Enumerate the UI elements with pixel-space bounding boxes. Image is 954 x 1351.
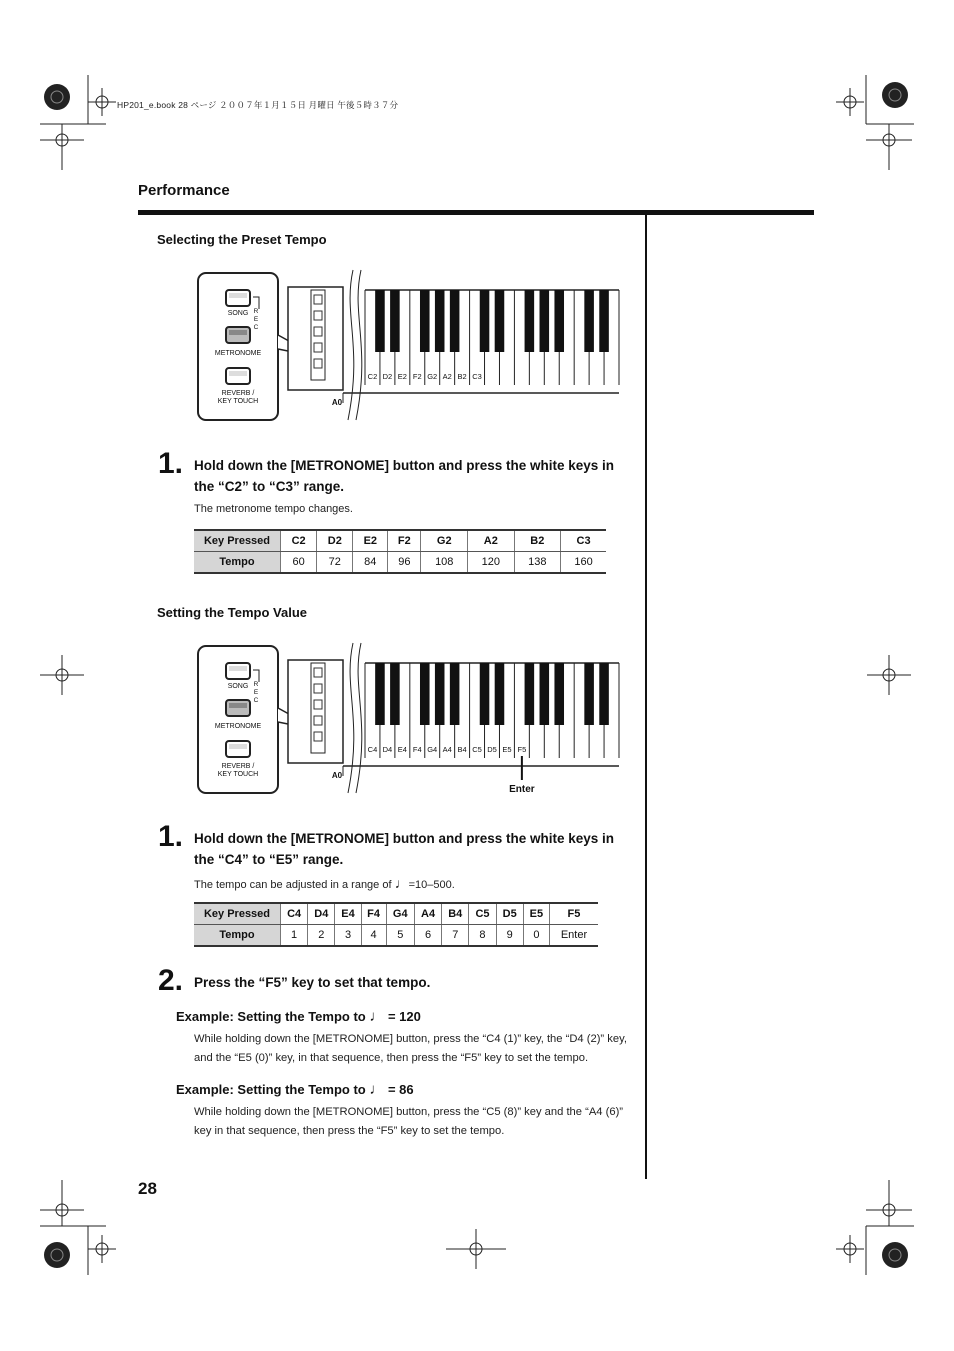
value-step1-text: Hold down the [METRONOME] button and press the white keys in the “C4” to “E5” range. bbox=[194, 831, 615, 867]
button-label: METRONOME bbox=[214, 723, 262, 730]
table-cell: C3 bbox=[561, 530, 606, 552]
button-label: SONG bbox=[227, 310, 249, 317]
black-key bbox=[525, 663, 535, 725]
preset-step-number: 1. bbox=[158, 447, 184, 480]
value-keyboard-diagram bbox=[193, 638, 623, 800]
black-key bbox=[450, 290, 460, 352]
table-cell: G2 bbox=[421, 530, 468, 552]
table-cell: D5 bbox=[496, 903, 523, 925]
keyboard-illustration bbox=[193, 638, 623, 800]
table-cell: A2 bbox=[468, 530, 515, 552]
break-line bbox=[356, 643, 362, 793]
section-title: Performance bbox=[138, 182, 230, 199]
table-cell: 1 bbox=[281, 925, 308, 947]
rec-letter: R bbox=[253, 681, 259, 688]
table-cell: 96 bbox=[388, 552, 421, 574]
panel-slot bbox=[314, 343, 322, 352]
button-label: SONG bbox=[227, 683, 249, 690]
table-header-row bbox=[194, 530, 606, 552]
key-label: B2 bbox=[457, 372, 467, 381]
panel-slot bbox=[314, 295, 322, 304]
panel-slot bbox=[314, 732, 322, 741]
enter-label: Enter bbox=[509, 784, 535, 795]
rec-letter: E bbox=[253, 316, 259, 323]
value-note bbox=[194, 875, 455, 891]
header-rule bbox=[138, 210, 814, 215]
table-cell: A4 bbox=[414, 903, 441, 925]
rec-letter: R bbox=[253, 308, 259, 315]
preset-keyboard-diagram bbox=[193, 265, 623, 425]
key-label: C3 bbox=[472, 372, 482, 381]
key-label: A2 bbox=[442, 372, 452, 381]
quarter-note-icon: ♩ bbox=[369, 1008, 385, 1025]
rec-letter: C bbox=[253, 324, 259, 331]
panel-slot bbox=[314, 668, 322, 677]
key-label: F2 bbox=[412, 372, 422, 381]
table-cell: 138 bbox=[514, 552, 561, 574]
table-cell: 8 bbox=[469, 925, 496, 947]
button-label: REVERB / bbox=[221, 763, 255, 770]
table-cell: 5 bbox=[386, 925, 414, 947]
panel-slot bbox=[314, 327, 322, 336]
black-key bbox=[480, 663, 490, 725]
example-120-text: While holding down the [METRONOME] button, press the “C4 (1)” key, the “D4 (2)” key, and the “E5 (0)” key, in that sequence, then press the “F5” key to set the tempo. bbox=[194, 1033, 627, 1064]
button-label: KEY TOUCH bbox=[217, 771, 259, 778]
key-label: E4 bbox=[397, 745, 407, 754]
example-heading-suffix: = 120 bbox=[387, 1009, 421, 1024]
table-cell: E2 bbox=[353, 530, 388, 552]
value-note-prefix: The tempo can be adjusted in a range of bbox=[194, 879, 392, 891]
table-cell: 60 bbox=[281, 552, 317, 574]
a0-label: A0 bbox=[331, 771, 343, 780]
table-row bbox=[194, 552, 606, 574]
panel-slot bbox=[314, 311, 322, 320]
panel-slot bbox=[314, 359, 322, 368]
keyboard-illustration bbox=[193, 265, 623, 425]
table-cell: E5 bbox=[523, 903, 549, 925]
black-key bbox=[554, 663, 564, 725]
quarter-note-icon: ♩ bbox=[369, 1081, 385, 1098]
black-key bbox=[554, 290, 564, 352]
black-key bbox=[525, 290, 535, 352]
example-86-heading bbox=[176, 1081, 414, 1098]
example-heading-prefix: Example: Setting the Tempo to bbox=[176, 1009, 366, 1024]
row-label: Key Pressed bbox=[194, 530, 281, 552]
book-file-info: HP201_e.book 28 ページ ２００７年１月１５日 月曜日 午後５時３７分 bbox=[117, 100, 399, 110]
break-line bbox=[356, 270, 362, 420]
key-label: D5 bbox=[487, 745, 497, 754]
table-cell: B4 bbox=[442, 903, 469, 925]
black-key bbox=[375, 663, 385, 725]
rec-letter: C bbox=[253, 697, 259, 704]
table-cell: B2 bbox=[514, 530, 561, 552]
preset-tempo-table bbox=[194, 529, 606, 574]
example-heading-suffix: = 86 bbox=[387, 1082, 414, 1097]
table-header-row bbox=[194, 903, 598, 925]
page-number: 28 bbox=[138, 1179, 157, 1198]
black-key bbox=[584, 290, 594, 352]
key-label: E2 bbox=[397, 372, 407, 381]
panel-button-cap bbox=[229, 703, 247, 708]
key-label: F5 bbox=[517, 745, 527, 754]
value-step2-text: Press the “F5” key to set that tempo. bbox=[194, 975, 431, 990]
row-label: Key Pressed bbox=[194, 903, 281, 925]
preset-tempo-heading: Selecting the Preset Tempo bbox=[157, 232, 327, 247]
table-cell: F4 bbox=[361, 903, 386, 925]
example-120-heading bbox=[176, 1008, 421, 1025]
table-cell: F2 bbox=[388, 530, 421, 552]
break-line bbox=[348, 270, 354, 420]
table-cell: 120 bbox=[468, 552, 515, 574]
panel-button-cap bbox=[229, 293, 247, 298]
table-cell: 6 bbox=[414, 925, 441, 947]
panel-button-cap bbox=[229, 744, 247, 749]
a0-label: A0 bbox=[331, 398, 343, 407]
table-cell: 84 bbox=[353, 552, 388, 574]
key-label: D4 bbox=[382, 745, 393, 754]
panel-button-cap bbox=[229, 371, 247, 376]
key-label: A4 bbox=[442, 745, 452, 754]
value-note-suffix: =10–500. bbox=[408, 879, 455, 891]
key-label: B4 bbox=[457, 745, 467, 754]
break-line bbox=[348, 643, 354, 793]
black-key bbox=[390, 663, 400, 725]
panel-slot bbox=[314, 700, 322, 709]
table-cell: 160 bbox=[561, 552, 606, 574]
row-label: Tempo bbox=[194, 552, 281, 574]
black-key bbox=[599, 663, 609, 725]
table-row bbox=[194, 925, 598, 947]
quarter-note-icon: ♩ bbox=[394, 875, 409, 891]
table-cell: 7 bbox=[442, 925, 469, 947]
table-cell: F5 bbox=[549, 903, 598, 925]
table-cell: 4 bbox=[361, 925, 386, 947]
table-cell: Enter bbox=[549, 925, 598, 947]
rec-letter: E bbox=[253, 689, 259, 696]
panel-button-cap bbox=[229, 666, 247, 671]
key-label: F4 bbox=[412, 745, 422, 754]
panel-slot bbox=[314, 684, 322, 693]
key-label: C2 bbox=[367, 372, 378, 381]
panel-slot bbox=[314, 716, 322, 725]
tempo-value-heading: Setting the Tempo Value bbox=[157, 605, 308, 620]
row-label: Tempo bbox=[194, 925, 281, 947]
panel-button-cap bbox=[229, 330, 247, 335]
black-key bbox=[540, 663, 550, 725]
table-cell: C4 bbox=[281, 903, 308, 925]
value-step2-number: 2. bbox=[158, 964, 184, 997]
black-key bbox=[540, 290, 550, 352]
tempo-value-table bbox=[194, 902, 598, 947]
table-cell: C5 bbox=[469, 903, 496, 925]
table-cell: 2 bbox=[308, 925, 335, 947]
table-cell: 0 bbox=[523, 925, 549, 947]
key-label: C5 bbox=[472, 745, 482, 754]
black-key bbox=[495, 663, 505, 725]
table-cell: G4 bbox=[386, 903, 414, 925]
table-cell: 108 bbox=[421, 552, 468, 574]
black-key bbox=[599, 290, 609, 352]
table-cell: 3 bbox=[335, 925, 361, 947]
black-key bbox=[495, 290, 505, 352]
key-label: G4 bbox=[427, 745, 438, 754]
black-key bbox=[420, 663, 430, 725]
example-86-text: While holding down the [METRONOME] button, press the “C5 (8)” key and the “A4 (6)” key in that sequence, then press the “F5” key to set the tempo. bbox=[194, 1106, 624, 1137]
black-key bbox=[390, 290, 400, 352]
black-key bbox=[450, 663, 460, 725]
column-divider bbox=[645, 215, 647, 1179]
example-heading-prefix: Example: Setting the Tempo to bbox=[176, 1082, 366, 1097]
black-key bbox=[375, 290, 385, 352]
button-label: REVERB / bbox=[221, 390, 255, 397]
value-step1-number: 1. bbox=[158, 820, 184, 853]
black-key bbox=[584, 663, 594, 725]
key-label: E5 bbox=[502, 745, 512, 754]
black-key bbox=[435, 290, 445, 352]
table-cell: 72 bbox=[317, 552, 353, 574]
table-cell: D4 bbox=[308, 903, 335, 925]
black-key bbox=[420, 290, 430, 352]
preset-step-text: Hold down the [METRONOME] button and press the white keys in the “C2” to “C3” range. bbox=[194, 458, 615, 494]
key-label: C4 bbox=[367, 745, 378, 754]
table-cell: C2 bbox=[281, 530, 317, 552]
table-cell: 9 bbox=[496, 925, 523, 947]
black-key bbox=[435, 663, 445, 725]
button-label: METRONOME bbox=[214, 350, 262, 357]
black-key bbox=[480, 290, 490, 352]
table-cell: D2 bbox=[317, 530, 353, 552]
key-label: D2 bbox=[382, 372, 393, 381]
key-label: G2 bbox=[427, 372, 438, 381]
button-label: KEY TOUCH bbox=[217, 398, 259, 405]
preset-note: The metronome tempo changes. bbox=[194, 503, 353, 515]
table-cell: E4 bbox=[335, 903, 361, 925]
